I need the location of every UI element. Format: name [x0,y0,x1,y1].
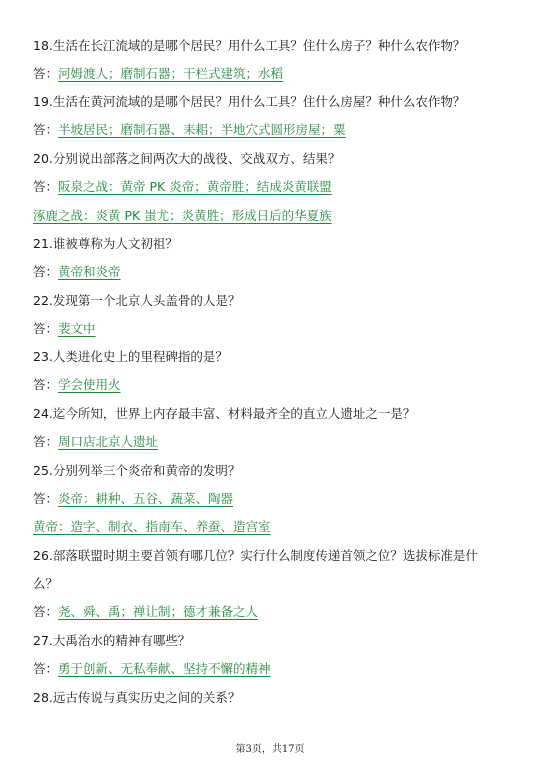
answer-label: 答： [33,491,59,506]
question-23: 23.人类进化史上的里程碑指的是？ [33,349,228,364]
answer-20-continued: 涿鹿之战：炎黄 PK 蚩尤；炎黄胜；形成日后的华夏族 [33,208,332,223]
answer-19 [33,121,346,139]
question-19: 19.生活在黄河流域的是哪个居民？用什么工具？住什么房屋？种什么农作物？ [33,94,466,109]
answer-24 [33,433,158,451]
answer-label: 答： [33,434,59,449]
answer-text: 黄帝和炎帝 [58,264,121,279]
answer-text: 裴文中 [58,321,96,336]
answer-label: 答： [33,264,59,279]
answer-text: 尧、舜、禹；禅让制；德才兼备之人 [58,604,259,619]
answer-label: 答： [33,66,59,81]
answer-26 [33,603,258,621]
question-24: 24.迄今所知，世界上内存最丰富、材料最齐全的直立人遗址之一是？ [33,406,416,421]
question-28: 28.远古传说与真实历史之间的关系？ [33,690,241,705]
answer-25-continued: 黄帝：造字、制衣、指南车、养蚕、造宫室 [33,519,271,534]
answer-20 [33,178,332,196]
answer-text: 周口店北京人遗址 [58,434,159,449]
question-20: 20.分别说出部落之间两次大的战役、交战双方、结果？ [33,151,341,166]
answer-label: 答： [33,179,59,194]
answer-text: 学会使用火 [58,377,121,392]
answer-23 [33,376,121,394]
answer-text: 河姆渡人；磨制石器；干栏式建筑；水稻 [58,66,284,81]
question-26: 26.部落联盟时期主要首领有哪几位？实行什么制度传递首领之位？选拔标准是什 [33,548,478,563]
question-27: 27.大禹治水的精神有哪些？ [33,633,191,648]
question-22: 22.发现第一个北京人头盖骨的人是？ [33,293,241,308]
question-26-continued: 么？ [33,576,59,591]
question-21: 21.谁被尊称为人文初祖？ [33,236,178,251]
page-footer: 第3页，共17页 [235,744,305,755]
answer-label: 答： [33,321,59,336]
answer-text: 半坡居民；磨制石器、耒耜；半地穴式圆形房屋；粟 [58,122,346,137]
answer-27 [33,660,271,678]
answer-text: 勇于创新、无私奉献、坚持不懈的精神 [58,661,271,676]
question-25: 25.分别列举三个炎帝和黄帝的发明？ [33,463,241,478]
question-18: 18.生活在长江流域的是哪个居民？用什么工具？住什么房子？种什么农作物？ [33,38,466,53]
answer-text: 炎帝：耕种、五谷、蔬菜、陶器 [58,491,234,506]
answer-label: 答： [33,604,59,619]
answer-label: 答： [33,661,59,676]
answer-text: 阪泉之战：黄帝 PK 炎帝；黄帝胜；结成炎黄联盟 [58,179,332,194]
answer-22 [33,320,96,338]
answer-25 [33,490,233,508]
answer-21 [33,263,121,281]
answer-label: 答： [33,122,59,137]
answer-18 [33,65,283,83]
answer-label: 答： [33,377,59,392]
